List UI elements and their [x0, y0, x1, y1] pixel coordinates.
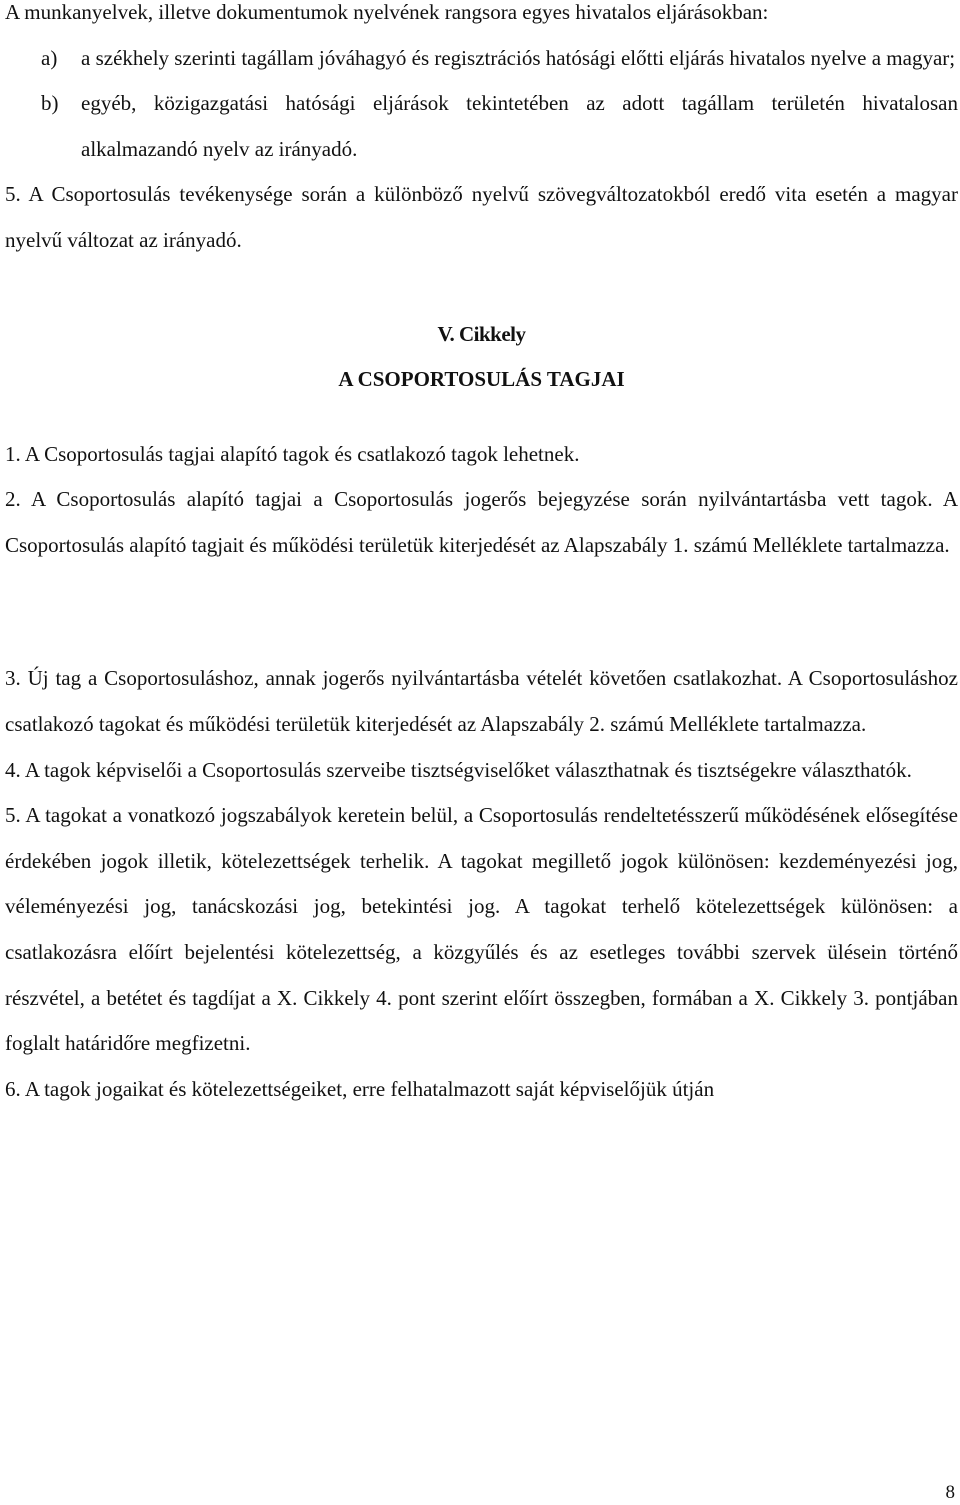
paragraph-2: 2. A Csoportosulás alapító tagjai a Csoportosulás jogerős bejegyzése során nyilvántartásba vett tagok. A Csoportosulás alapító tagjait és működési területük kiterjedését az Alapszabály 1. számú Melléklete tartalmazza.	[5, 487, 958, 557]
spacer	[5, 402, 958, 432]
list-item-text: a székhely szerinti tagállam jóváhagyó és regisztrációs hatósági előtti eljárás hivatalos nyelve a magyar;	[81, 45, 956, 70]
intro-paragraph: A munkanyelvek, illetve dokumentumok nyelvének rangsora egyes hivatalos eljárásokban:	[5, 0, 769, 24]
paragraph-5: 5. A tagokat a vonatkozó jogszabályok keretein belül, a Csoportosulás rendeltetésszerű működésének elősegítése érdekében jogok illetik, kötelezettségek terhelik. A tagokat megillető jogok különösen: kezdeményezési jog, véleményezési jog, tanácskozási jog, betekintési jog. A tagokat terhelő kötelezettségek különösen: a csatlakozásra előírt bejelentési kötelezettség, a közgyűlés és az esetleges további szervek ülésein történő részvétel, a betétet és tagdíjat a X. Cikkely 4. pont szerint előírt összegben, formában a X. Cikkely 3. pontjában foglalt határidőre megfizetni.	[5, 803, 958, 1056]
list-marker: a)	[41, 45, 58, 70]
paragraph-4: 4. A tagok képviselői a Csoportosulás szerveibe tisztségviselőket választhatnak és tisztségekre választhatók.	[5, 757, 912, 782]
page-number: 8	[945, 1482, 955, 1503]
document-page	[5, 0, 958, 1112]
paragraph-6: 6. A tagok jogaikat és kötelezettségeiket, erre felhatalmazott saját képviselőjük útján	[5, 1076, 715, 1101]
list-item-b	[41, 81, 958, 172]
list-item-text: egyéb, közigazgatási hatósági eljárások tekintetében az adott tagállam területén hivatalosan alkalmazandó nyelv az irányadó.	[81, 91, 958, 161]
paragraph-3: 3. Új tag a Csoportosuláshoz, annak jogerős nyilvántartásba vételét követően csatlakozhat. A Csoportosuláshoz csatlakozó tagokat és működési területük kiterjedését az Alapszabály 2. számú Melléklete tartalmazza.	[5, 666, 958, 736]
list-marker: b)	[41, 91, 59, 116]
article-title: A CSOPORTOSULÁS TAGJAI	[338, 366, 625, 391]
paragraph-1: 1. A Csoportosulás tagjai alapító tagok és csatlakozó tagok lehetnek.	[5, 441, 580, 466]
list-item-a	[41, 36, 958, 82]
article-number: V. Cikkely	[437, 321, 526, 346]
spacer	[5, 568, 958, 656]
paragraph-language-dispute: 5. A Csoportosulás tevékenysége során a különböző nyelvű szövegváltozatokból eredő vita esetén a magyar nyelvű változat az irányadó.	[5, 182, 958, 252]
